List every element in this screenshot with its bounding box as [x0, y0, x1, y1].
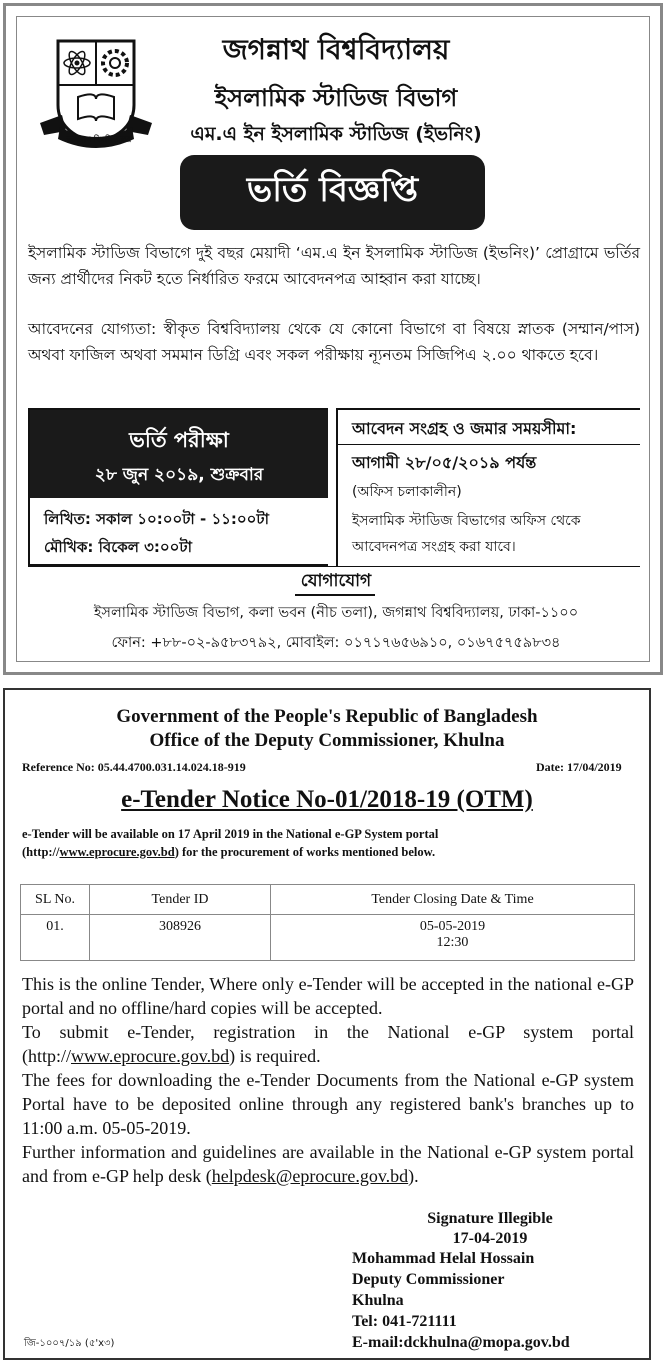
- exam-box-header: [30, 410, 328, 498]
- signatory-title: Deputy Commissioner: [352, 1271, 505, 1288]
- admission-banner: ভর্তি বিজ্ঞপ্তি: [180, 155, 485, 230]
- contact-title-underline: [295, 594, 375, 596]
- contact-title: যোগাযোগ: [300, 571, 372, 591]
- p2-text-a: To submit e-Tender, registration in the National e-GP system portal (http://: [22, 1022, 634, 1066]
- paragraph-fees: The fees for downloading the e-Tender Documents from the National e-GP system Portal have to be deposited online through any registered bank's branches up to 11:00 a.m. 05-05-2019.: [22, 1070, 634, 1138]
- signatory-tel: Tel: 041-721111: [352, 1313, 457, 1330]
- paragraph-online: This is the online Tender, Where only e-Tender will be accepted in the national e-GP portal and no offline/hard copies will be accepted.: [22, 974, 634, 1018]
- cell-closing-time: 12:30: [436, 935, 469, 950]
- logo-caption: জগন্নাথ বিশ্ববিদ্যালয়: [66, 135, 132, 144]
- cell-closing-date: 05-05-2019: [419, 919, 486, 934]
- contact-divider: [28, 566, 640, 567]
- contact-address: ইসলামিক স্টাডিজ বিভাগ, কলা ভবন (নীচ তলা), জগন্নাথ বিশ্ববিদ্যালয়, ঢাকা-১১০০: [93, 605, 579, 621]
- program-name: এম.এ ইন ইসলামিক স্টাডিজ (ইভনিং): [190, 123, 482, 145]
- application-deadline: আগামী ২৮/০৫/২০১৯ পর্যন্ত: [352, 453, 537, 472]
- tender-table: [20, 884, 635, 961]
- eligibility-paragraph: আবেদনের যোগ্যতা: স্বীকৃত বিশ্ববিদ্যালয় থেকে যে কোনো বিভাগে বা বিষয়ে স্নাতক (সম্মান/পাস) অথবা ফাজিল অথবা সমমান ডিগ্রি এবং সকল পরীক্ষায় ন্যূনতম সিজিপিএ ২.০০ থাকতে হবে।: [28, 320, 640, 364]
- eprocure-link[interactable]: www.eprocure.gov.bd: [59, 845, 175, 859]
- p4-text-a: Further information and guidelines are available in the National e-GP system portal and from e-GP help desk (: [22, 1142, 634, 1186]
- header-tender-id: Tender ID: [90, 885, 271, 915]
- viva-time: বিকেল ৩:০০টা: [98, 538, 192, 556]
- written-label: লিখিত:: [44, 510, 91, 528]
- written-exam: [44, 508, 269, 533]
- application-box: [336, 408, 640, 566]
- notice-date: Date: 17/04/2019: [536, 760, 622, 774]
- p4-text-b: ).: [408, 1166, 419, 1186]
- reference-number: Reference No: 05.44.4700.031.14.024.18-919: [22, 760, 246, 774]
- exam-date: ২৮ জুন ২০১৯, শুক্রবার: [94, 465, 264, 485]
- tender-title: e-Tender Notice No-01/2018-19 (OTM): [121, 786, 533, 813]
- paragraph-info: [22, 1140, 634, 1188]
- exam-title: ভর্তি পরীক্ষা: [129, 428, 229, 452]
- application-note: ইসলামিক স্টাডিজ বিভাগের অফিস থেকে আবেদনপত্র সংগ্রহ করা যাবে।: [352, 513, 581, 555]
- tender-body: [22, 972, 634, 1188]
- gov-header-line1: Government of the People's Republic of Bangladesh: [116, 706, 538, 727]
- helpdesk-email-link[interactable]: helpdesk@eprocure.gov.bd: [211, 1166, 409, 1186]
- gov-header-line2: Office of the Deputy Commissioner, Khulna: [149, 730, 505, 751]
- paragraph-registration: [22, 1020, 634, 1068]
- table-row: [21, 915, 635, 961]
- p2-text-b: ) is required.: [229, 1046, 321, 1066]
- signatory-email: E-mail:dckhulna@mopa.gov.bd: [352, 1334, 570, 1351]
- signatory-place: Khulna: [352, 1292, 404, 1309]
- application-divider: [338, 444, 640, 445]
- exam-box: [28, 408, 328, 566]
- intro-paragraph: ইসলামিক স্টাডিজ বিভাগে দুই বছর মেয়াদী ‘এম.এ ইন ইসলামিক স্টাডিজ (ইভনিং)’ প্রোগ্রামে ভর্তির জন্য প্রার্থীদের নিকট হতে নির্ধারিত ফরমে আবেদনপত্র আহ্বান করা যাচ্ছে।: [28, 244, 640, 288]
- table-header-row: [21, 885, 635, 915]
- application-title: আবেদন সংগ্রহ ও জমার সময়সীমা:: [352, 419, 577, 438]
- cell-sl: 01.: [21, 915, 90, 961]
- intro-rest: ) for the procurement of works mentioned below.: [174, 845, 436, 859]
- department-name: ইসলামিক স্টাডিজ বিভাগ: [214, 84, 458, 112]
- intro-open: (http://: [22, 845, 60, 859]
- university-name: জগন্নাথ বিশ্ববিদ্যালয়: [222, 33, 450, 66]
- office-hours: (অফিস চলাকালীন): [352, 484, 462, 500]
- written-time: সকাল ১০:০০টা - ১১:০০টা: [96, 510, 269, 528]
- contact-phone: ফোন: +৮৮-০২-৯৫৮৩৭৯২, মোবাইল: ০১৭১৭৬৫৬৯১০, ০১৬৭৫৭৫৯৮৩৪: [111, 635, 561, 651]
- signature-illegible: Signature Illegible: [427, 1210, 553, 1227]
- eprocure-link-2[interactable]: www.eprocure.gov.bd: [71, 1046, 230, 1066]
- cell-tender-id: 308926: [90, 915, 271, 961]
- signatory-name: Mohammad Helal Hossain: [352, 1250, 535, 1267]
- header-sl: SL No.: [21, 885, 90, 915]
- viva-label: মৌখিক:: [44, 538, 94, 556]
- viva-exam: [44, 536, 192, 561]
- footer-code: জি-১০০৭/১৯ (৫'x৩): [24, 1338, 115, 1349]
- signature-date: 17-04-2019: [452, 1230, 528, 1247]
- header-closing-date: Tender Closing Date & Time: [271, 885, 635, 915]
- cell-closing: [271, 915, 635, 961]
- tender-intro-line2: [22, 845, 435, 860]
- tender-intro-line1: e-Tender will be available on 17 April 2019 in the National e-GP System portal: [22, 827, 439, 841]
